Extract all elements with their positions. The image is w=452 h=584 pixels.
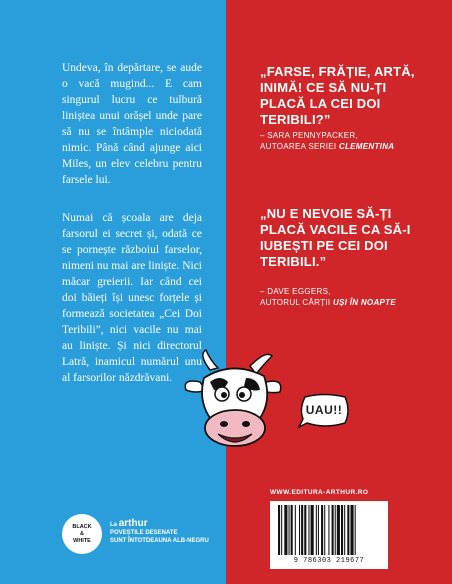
cow-head-icon: [180, 348, 290, 453]
barcode-bar: [328, 505, 329, 555]
logo-line-3: WHITE: [73, 537, 91, 544]
imprint-prefix: La: [110, 522, 118, 528]
review-attribution-1: [260, 130, 440, 152]
attribution-1-work: CLEMENTINA: [338, 142, 395, 151]
barcode-bar: [318, 505, 319, 555]
attribution-2-name: – DAVE EGGERS,: [260, 287, 331, 296]
barcode-bar: [335, 505, 336, 555]
barcode-bar: [332, 505, 334, 555]
barcode-bar: [316, 505, 317, 555]
attribution-1-role: AUTOAREA SERIEI: [260, 142, 337, 151]
barcode-bar: [344, 505, 345, 555]
barcode-bar: [355, 505, 356, 555]
barcode-bar: [295, 505, 296, 555]
black-and-white-logo: [62, 514, 102, 554]
attribution-1-name: – SARA PENNYPACKER,: [260, 131, 359, 140]
review-quote-2: „NU E NEVOIE SĂ-ȚI PLACĂ VACILE CA SĂ-I IUBEȘTI PE CEI DOI TERIBILI.”: [260, 206, 411, 269]
barcode-bar: [337, 505, 340, 555]
barcode-bar: [311, 505, 314, 555]
barcode-bar: [284, 505, 287, 555]
barcode-bar: [324, 505, 325, 555]
review-quote-1: „FARSE, FRĂȚIE, ARTĂ, INIMĂ! CE SĂ NU-ȚI PLACĂ LA CEI DOI TERIBILI?”: [260, 64, 415, 127]
barcode-bar: [304, 505, 306, 555]
barcode-bar: [281, 505, 282, 555]
speech-bubble-text: UAU!!: [305, 403, 343, 417]
logo-line-1: BLACK: [72, 523, 92, 530]
attribution-2-role: AUTORUL CĂRȚII: [260, 298, 331, 307]
barcode-bar: [291, 505, 293, 555]
review-attribution-2: [260, 286, 440, 308]
imprint-line-1: POVEȘTILE DESENATE: [110, 530, 178, 536]
isbn-barcode: [270, 501, 388, 569]
barcode-bar: [341, 505, 343, 555]
barcode-bar: [289, 505, 290, 555]
publisher-website: WWW.EDITURA-ARTHUR.RO: [270, 489, 369, 496]
blurb-paragraph-2: Numai că școala are deja farsorul ei secret și, odată ce se pornește războiul farselor, nimeni nu mai are liniște. Nici măcar greierii. Iar când cei doi băieți își unesc forțele și formează societatea „Cei Doi Teribili”, nici vacile nu mai au liniște. Și nici directorul Latră, inamicul numărul unu al farsorilor năzdrăvani.: [62, 212, 202, 384]
blurb-paragraph-1: Undeva, în depărtare, se aude o vacă mugind... E cam singurul lucru ce tulbură liniștea unui orășel unde pare să nu se întâmple niciodată nimic. Până când ajunge aici Miles, un elev celebru pentru farsele lui.: [62, 62, 202, 186]
barcode-bar: [321, 505, 323, 555]
attribution-2-work: UȘI ÎN NOAPTE: [332, 298, 396, 307]
barcode-bar: [347, 505, 349, 555]
imprint-brand: arthur: [118, 518, 148, 529]
barcode-bar: [278, 505, 280, 555]
imprint-line-2: SUNT ÎNTOTDEAUNA ALB-NEGRU: [110, 538, 209, 544]
publisher-imprint: [110, 520, 230, 545]
barcode-bar: [299, 505, 300, 555]
logo-line-2: &: [80, 530, 84, 537]
barcode-bar: [301, 505, 303, 555]
barcode-bars: [276, 505, 382, 555]
barcode-bar: [350, 505, 353, 555]
barcode-bar: [308, 505, 309, 555]
isbn-number: 9 786303 219677: [293, 557, 365, 565]
